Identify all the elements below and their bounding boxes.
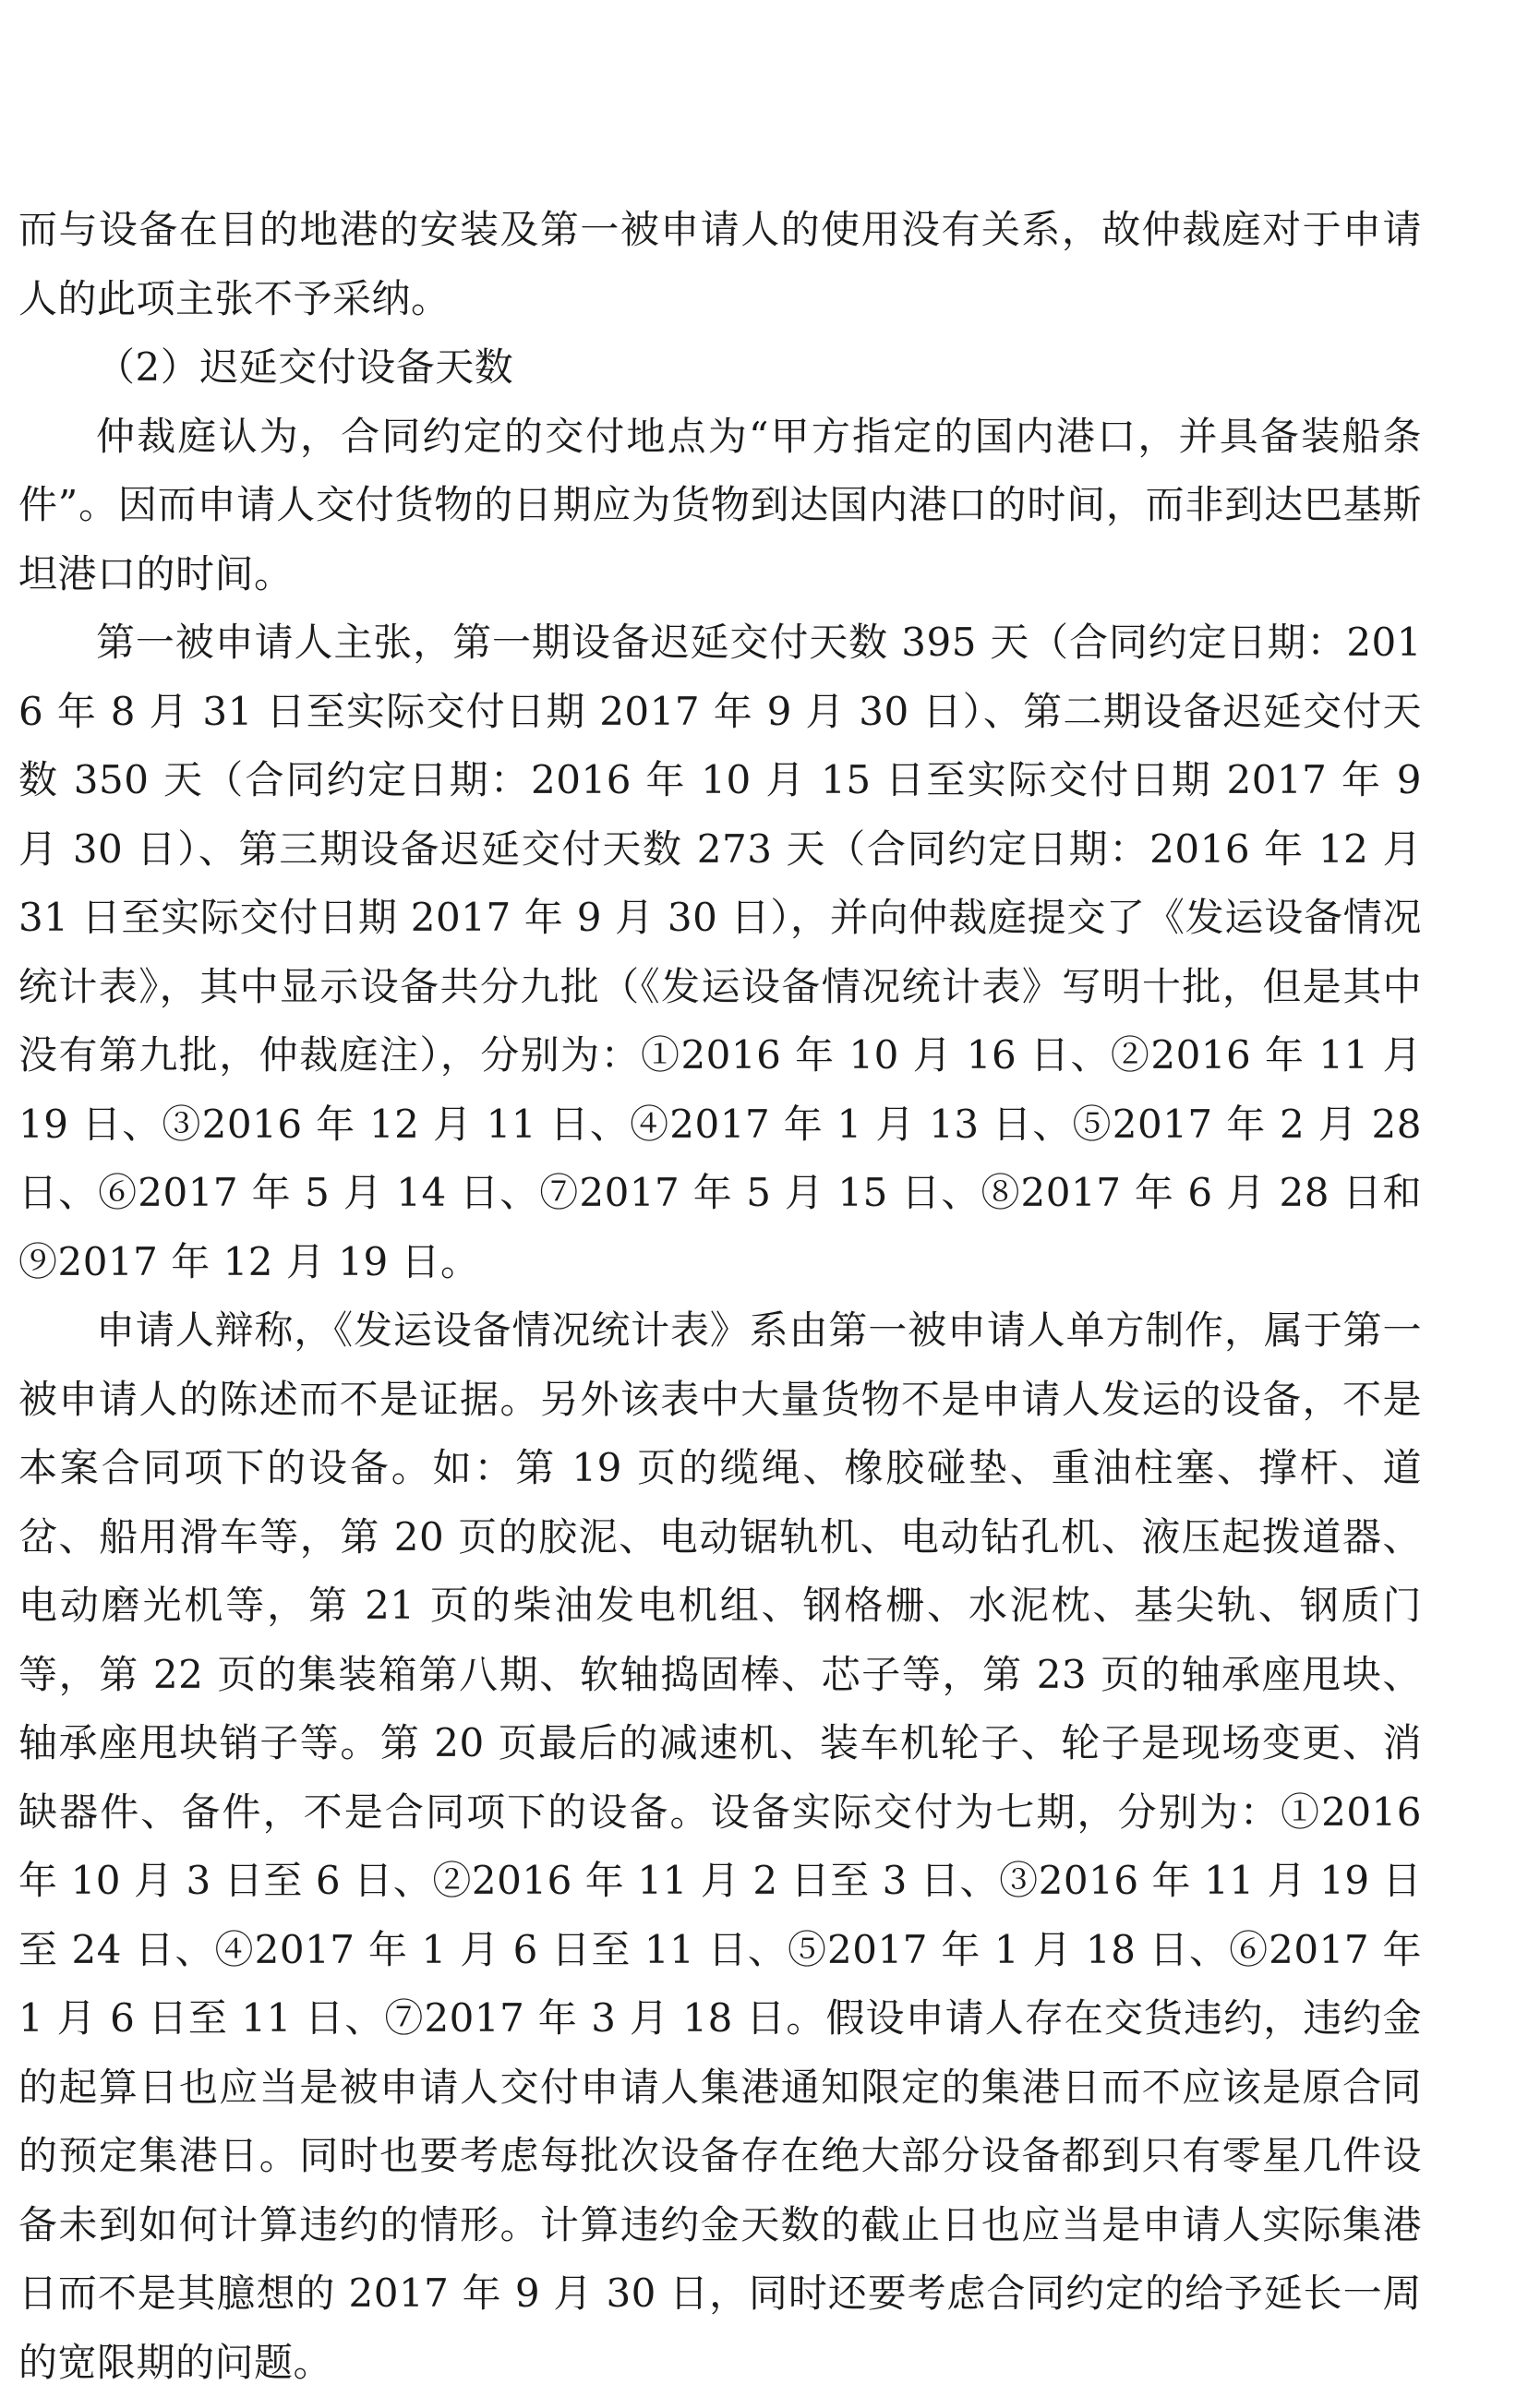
section-heading-delay-days: （2）迟延交付设备天数 (96, 344, 514, 390)
paragraph-claimant-defense: 申请人辩称，《发运设备情况统计表》系由第一被申请人单方制作，属于第一被申请人的陈述而不是证据。另外该表中大量货物不是申请人发运的设备，不是本案合同项下的设备。如：第 19 页的缆绳、橡胶碰垫、重油柱塞、撑杆、道岔、船用滑车等，第 20 页的胶泥、电动锯轨机、电动钻孔机、液压起拨道器、电动磨光机等，第 21 页的柴油发电机组、钢格栅、水泥枕、基尖轨、钢质门等，第 22 页的集装箱第八期、软轴捣固棒、芯子等，第 23 页的轴承座甩块、轴承座甩块销子等。第 20 页最后的减速机、装车机轮子、轮子是现场变更、消缺器件、备件，不是合同项下的设备。设备实际交付为七期，分别为：①2016 年 10 月 3 日至 6 日、②2016 年 11 月 2 日至 3 日、③2016 年 11 月 19 日至 24 日、④2017 年 1 月 6 日至 11 日、⑤2017 年 1 月 18 日、⑥2017 年 1 月 6 日至 11 日、⑦2017 年 3 月 18 日。假设申请人存在交货违约，违约金的起算日也应当是被申请人交付申请人集港通知限定的集港日而不应该是原合同的预定集港日。同时也要考虑每批次设备存在绝大部分设备都到只有零星几件设备未到如何计算违约的情形。计算违约金天数的截止日也应当是申请人实际集港日而不是其臆想的 2017 年 9 月 30 日，同时还要考虑合同约定的给予延长一周的宽限期的问题。 (18, 1307, 1422, 2385)
paragraph-respondent-claim: 第一被申请人主张，第一期设备迟延交付天数 395 天（合同约定日期：2016 年 8 月 31 日至实际交付日期 2017 年 9 月 30 日）、第二期设备迟延交付天数 350 天（合同约定日期：2016 年 10 月 15 日至实际交付日期 2017 年 9 月 30 日）、第三期设备迟延交付天数 273 天（合同约定日期：2016 年 12 月 31 日至实际交付日期 2017 年 9 月 30 日），并向仲裁庭提交了《发运设备情况统计表》，其中显示设备共分九批（《发运设备情况统计表》写明十批，但是其中没有第九批，仲裁庭注），分别为：①2016 年 10 月 16 日、②2016 年 11 月 19 日、③2016 年 12 月 11 日、④2017 年 1 月 13 日、⑤2017 年 2 月 28 日、⑥2017 年 5 月 14 日、⑦2017 年 5 月 15 日、⑧2017 年 6 月 28 日和⑨2017 年 12 月 19 日。 (18, 620, 1422, 1284)
paragraph-continuation: 而与设备在目的地港的安装及第一被申请人的使用没有关系，故仲裁庭对于申请人的此项主张不予采纳。 (18, 207, 1422, 321)
document-page (18, 196, 1422, 2397)
paragraph-tribunal-view: 仲裁庭认为，合同约定的交付地点为“甲方指定的国内港口，并具备装船条件”。因而申请人交付货物的日期应为货物到达国内港口的时间，而非到达巴基斯坦港口的时间。 (18, 413, 1422, 596)
